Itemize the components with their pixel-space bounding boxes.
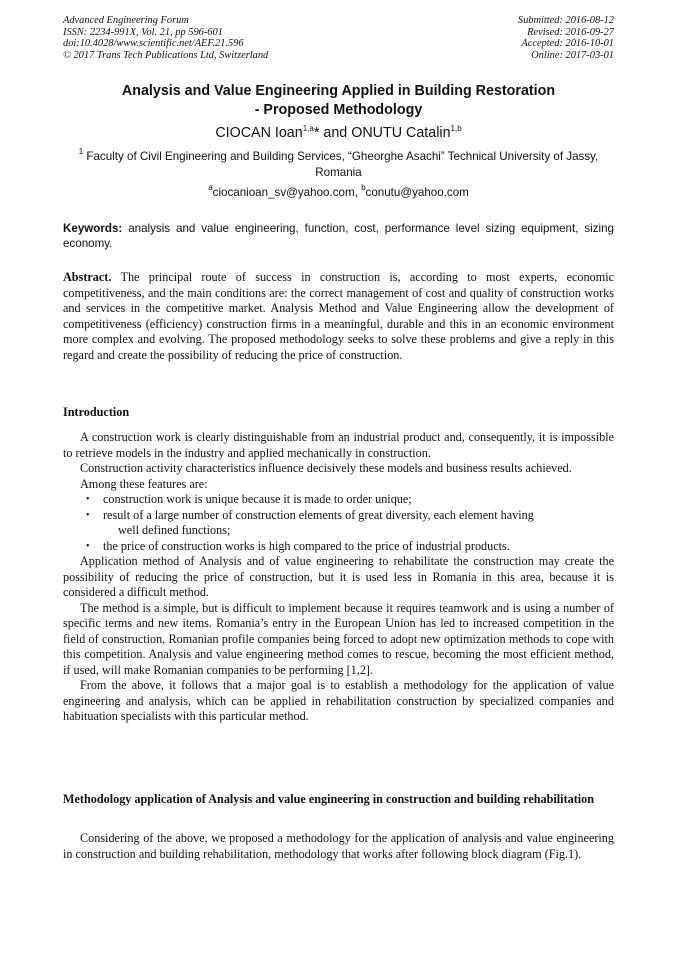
list-item-text: construction work is unique because it is made to order unique; bbox=[103, 492, 412, 506]
author-2-affil: 1,b bbox=[450, 124, 462, 133]
date-accepted: Accepted: 2016-10-01 bbox=[521, 38, 614, 50]
paper-title-line1: Analysis and Value Engineering Applied in Building Restoration bbox=[121, 83, 556, 99]
affiliation bbox=[72, 149, 605, 181]
author-conjunction: and bbox=[319, 125, 352, 141]
author-emails bbox=[63, 183, 614, 200]
email-b-mark: b bbox=[361, 183, 366, 192]
keywords bbox=[63, 221, 614, 251]
bullet-icon: • bbox=[86, 540, 90, 552]
journal-header-left bbox=[63, 15, 268, 61]
introduction-section bbox=[63, 430, 614, 725]
date-submitted: Submitted: 2016-08-12 bbox=[517, 15, 614, 26]
email-b[interactable]: conutu@yahoo.com bbox=[365, 186, 469, 199]
author-list bbox=[63, 124, 614, 142]
author-1-affil: 1,a bbox=[302, 124, 314, 133]
methodology-heading: Methodology application of Analysis and value engineering in construction and building rehabilitation bbox=[63, 792, 595, 806]
intro-paragraph-6: From the above, it follows that a major goal is to establish a methodology for the application of value engineering and analysis, which can be applied in rehabilitation construction by specialized companies and habituation specialists with this particular method. bbox=[63, 678, 614, 723]
author-2: ONUTU Catalin bbox=[351, 125, 451, 141]
features-list bbox=[63, 492, 614, 554]
journal-issn: ISSN: 2234-991X, Vol. 21, pp 596-601 bbox=[63, 26, 223, 38]
corresponding-mark: * bbox=[313, 125, 320, 141]
intro-paragraph-5: The method is a simple, but is difficult to implement because it requires teamwork and is using a number of specific terms and new items. Romania’s entry in the European Union has led to increased competition in the field of construction, Romanian profile companies being forced to adopt new optimization methods to cope with this competition. Analysis and value engineering method comes to rescue, becoming the most efficient method, if used, will make Romanian companies to be performing [1,2]. bbox=[63, 600, 614, 677]
journal-name: Advanced Engineering Forum bbox=[63, 15, 189, 26]
abstract-text: The principal route of success in construction is, according to most experts, economic competitiveness, and the main conditions are: the correct management of cost and quality of construction works and services in the competitive market. Analysis Method and Value Engineering allow the development of competitiveness (efficiency) construction firms in a meaningful, durable and this in an economic environment more complex and evolving. The proposed methodology seeks to solve these problems and give a reply in this regard and create the possibility of reducing the price of construction. bbox=[63, 270, 614, 362]
email-separator: , bbox=[354, 186, 362, 199]
journal-copyright: © 2017 Trans Tech Publications Ltd, Switzerland bbox=[63, 49, 269, 61]
email-a-mark: a bbox=[208, 183, 213, 192]
abstract-label: Abstract. bbox=[63, 270, 112, 284]
date-revised: Revised: 2016-09-27 bbox=[527, 26, 614, 38]
email-a[interactable]: ciocanioan_sv@yahoo.com bbox=[212, 186, 355, 199]
methodology-paragraph-1: Considering of the above, we proposed a methodology for the application of analysis and value engineering in construction and building rehabilitation, methodology that works after following block diagram (Fig.1). bbox=[63, 831, 614, 861]
date-online: Online: 2017-03-01 bbox=[531, 49, 614, 61]
paper-title-line2: - Proposed Methodology bbox=[254, 102, 423, 118]
keywords-text: analysis and value engineering, function, cost, performance level sizing equipment, sizing economy. bbox=[63, 222, 614, 250]
introduction-heading: Introduction bbox=[63, 405, 130, 419]
bullet-icon: • bbox=[86, 494, 90, 505]
list-item bbox=[63, 508, 614, 539]
methodology-section bbox=[63, 831, 614, 862]
author-1: CIOCAN Ioan bbox=[215, 125, 303, 141]
list-item-text: result of a large number of construction elements of great diversity, each element having bbox=[103, 507, 534, 522]
paper-title bbox=[63, 82, 614, 120]
abstract bbox=[63, 270, 614, 363]
list-item bbox=[63, 492, 614, 508]
keywords-label: Keywords: bbox=[63, 222, 123, 235]
affiliation-text: Faculty of Civil Engineering and Building Services, “Gheorghe Asachi” Technical University of Jassy, Romania bbox=[86, 150, 599, 179]
intro-paragraph-4: Application method of Analysis and of value engineering to rehabilitate the construction may create the possibility of reducing the price of construction, but it is used less in Romania in this area, because it is considered a difficult method. bbox=[63, 554, 614, 599]
journal-doi[interactable]: doi:10.4028/www.scientific.net/AEF.21.596 bbox=[63, 38, 244, 50]
list-item-text: the price of construction works is high compared to the price of industrial products. bbox=[103, 538, 510, 553]
affiliation-number: 1 bbox=[78, 147, 84, 156]
list-item-text-continued: well defined functions; bbox=[118, 523, 231, 537]
bullet-icon: • bbox=[86, 509, 90, 521]
list-item bbox=[63, 539, 614, 555]
journal-header-right bbox=[518, 15, 614, 61]
intro-paragraph-1: A construction work is clearly distinguishable from an industrial product and, consequently, it is impossible to retrieve models in the industry and applied mechanically in construction. bbox=[63, 430, 614, 460]
intro-paragraph-2: Construction activity characteristics influence decisively these models and business results achieved. bbox=[80, 461, 572, 475]
intro-paragraph-3: Among these features are: bbox=[80, 476, 208, 491]
